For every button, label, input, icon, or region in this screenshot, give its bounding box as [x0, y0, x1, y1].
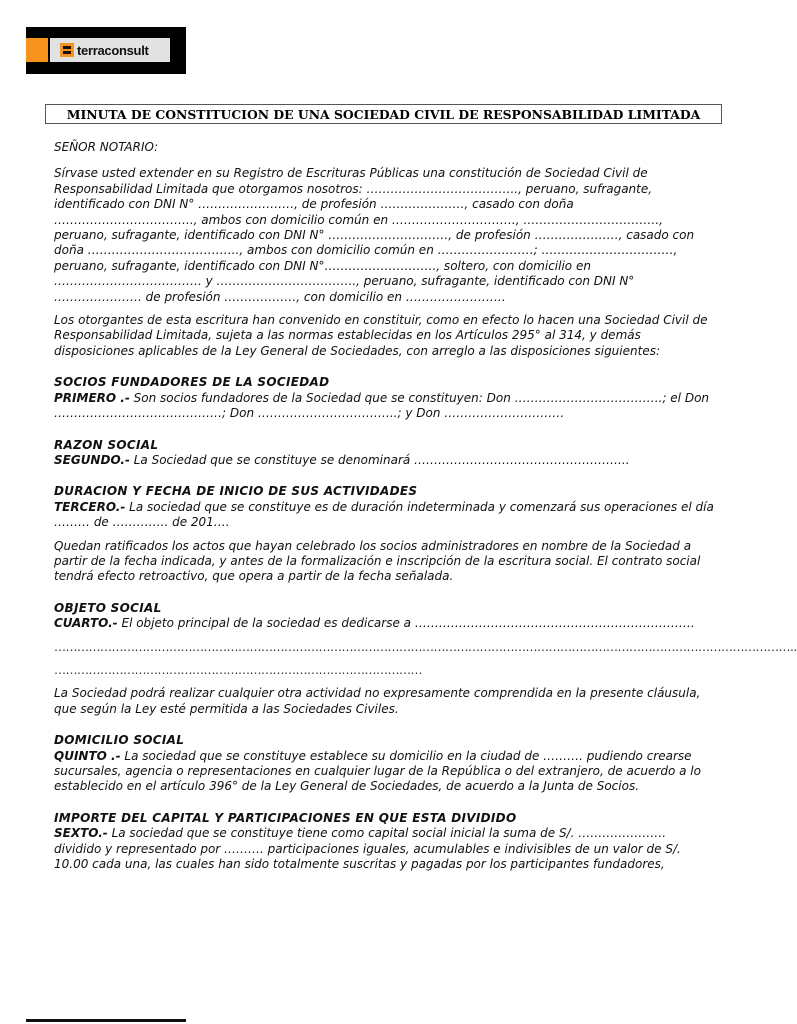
section-socios-fundadores: [54, 375, 714, 421]
agreement-paragraph: Los otorgantes de esta escritura han convenido en constituir, como en efecto lo hacen una Sociedad Civil de Responsabilidad Limitada, sujeta a las normas establecidas en los Artículos 295° al 314, y demás disposiciones aplicables de la Ley General de Sociedades, con arreglo a las disposiciones siguientes:: [54, 313, 708, 358]
clause-label: SEXTO.-: [54, 826, 108, 841]
logo-brand-text: terraconsult: [77, 42, 149, 58]
clause-label: PRIMERO .-: [54, 390, 130, 405]
section-heading: RAZON SOCIAL: [54, 437, 159, 452]
section-duracion: [54, 484, 714, 584]
section-capital: [54, 811, 714, 873]
blank-line: …………………………………………………………………………………………………………………………………………………………………………..: [54, 639, 797, 654]
clause-text: El objeto principal de la sociedad es dedicarse a …………………………………………………………….: [117, 616, 695, 631]
clause-label: SEGUNDO.-: [54, 452, 130, 467]
clause-label: TERCERO.-: [54, 499, 126, 514]
logo-accent-block: [26, 38, 48, 62]
clause-label: CUARTO.-: [54, 616, 118, 631]
other-activities-paragraph: La Sociedad podrá realizar cualquier otra actividad no expresamente comprendida en la presente cláusula, que según la Ley esté permitida a las Sociedades Civiles.: [54, 686, 701, 716]
blank-line: ……………………………………………………………………………………: [54, 662, 422, 677]
clause-paragraph: [54, 826, 714, 872]
logo-plate: [50, 38, 170, 62]
clause-paragraph: [54, 616, 714, 631]
section-heading: SOCIOS FUNDADORES DE LA SOCIEDAD: [54, 375, 330, 390]
clause-paragraph: [54, 453, 714, 468]
clause-paragraph: [54, 749, 714, 795]
clause-text: La Sociedad que se constituye se denominará ……………………………………………...: [129, 452, 630, 467]
terraconsult-logo-icon: [60, 43, 74, 57]
section-heading: IMPORTE DEL CAPITAL Y PARTICIPACIONES EN QUE ESTA DIVIDIDO: [54, 810, 517, 825]
intro-paragraph: Sírvase usted extender en su Registro de Escrituras Públicas una constitución de Sociedad Civil de Responsabilidad Limitada que otorgamos nosotros: ……………………………….., peruano, sufragante, identificado con DNI N° ……………………, de profesión …………………, casado con doña …………………………….., ambos con domicilio común en …………………………., ……………………………., peruano, sufragante, identificado con DNI N° …………………………, de profesión …………………, casado con doña ……………………………….., ambos con domicilio común en ……………………; ……………………………, peruano, sufragante, identificado con DNI N°………………………., soltero, con domicilio en ………………………………. y …………………………….., peruano, sufragante, identificado con DNI N° …………………. de profesión ………………, con domicilio en …………………….: [54, 166, 695, 304]
clause-text: La sociedad que se constituye tiene como capital social inicial la suma de S/. …………………. dividido y representado por ………. participaciones iguales, acumulables e indivisibles de un valor de S/. 10.00 cada una, las cuales han sido totalmente suscritas y pagadas por los participantes fundadores,: [54, 826, 681, 872]
section-domicilio-social: [54, 733, 714, 795]
logo: [26, 27, 186, 74]
clause-paragraph: [54, 500, 714, 531]
clause-text: La sociedad que se constituye establece su domicilio en la ciudad de ………. pudiendo crearse sucursales, agencia o representaciones en cualquier lugar de la República o del extranjero, de acuerdo a lo establecido en el artículo 396° de la Ley General de Sociedades, de acuerdo a la Junta de Socios.: [54, 748, 701, 794]
salutation: SEÑOR NOTARIO:: [54, 140, 159, 154]
clause-paragraph: [54, 391, 714, 422]
document-title: MINUTA DE CONSTITUCION DE UNA SOCIEDAD CIVIL DE RESPONSABILIDAD LIMITADA: [45, 104, 722, 124]
clause-text: La sociedad que se constituye es de duración indeterminada y comenzará sus operaciones el día ……… de ………….. de 201….: [54, 499, 714, 530]
footer-rule: [26, 1019, 186, 1022]
section-objeto-social: [54, 600, 797, 717]
section-heading: OBJETO SOCIAL: [54, 600, 162, 615]
clause-text: Son socios fundadores de la Sociedad que se constituyen: Don ……………………………….; el Don ……………………………………; Don ……………………………..; y Don …………………………: [54, 390, 710, 421]
clause-label: QUINTO .-: [54, 748, 121, 763]
section-heading: DURACION Y FECHA DE INICIO DE SUS ACTIVIDADES: [54, 484, 418, 499]
document-body: [54, 140, 797, 872]
section-heading: DOMICILIO SOCIAL: [54, 733, 185, 748]
ratification-paragraph: Quedan ratificados los actos que hayan celebrado los socios administradores en nombre de la Sociedad a partir de la fecha indicada, y antes de la formalización e inscripción de la escritura social. El contrato social tendrá efecto retroactivo, que opera a partir de la fecha señalada.: [54, 538, 701, 584]
section-razon-social: [54, 438, 714, 469]
